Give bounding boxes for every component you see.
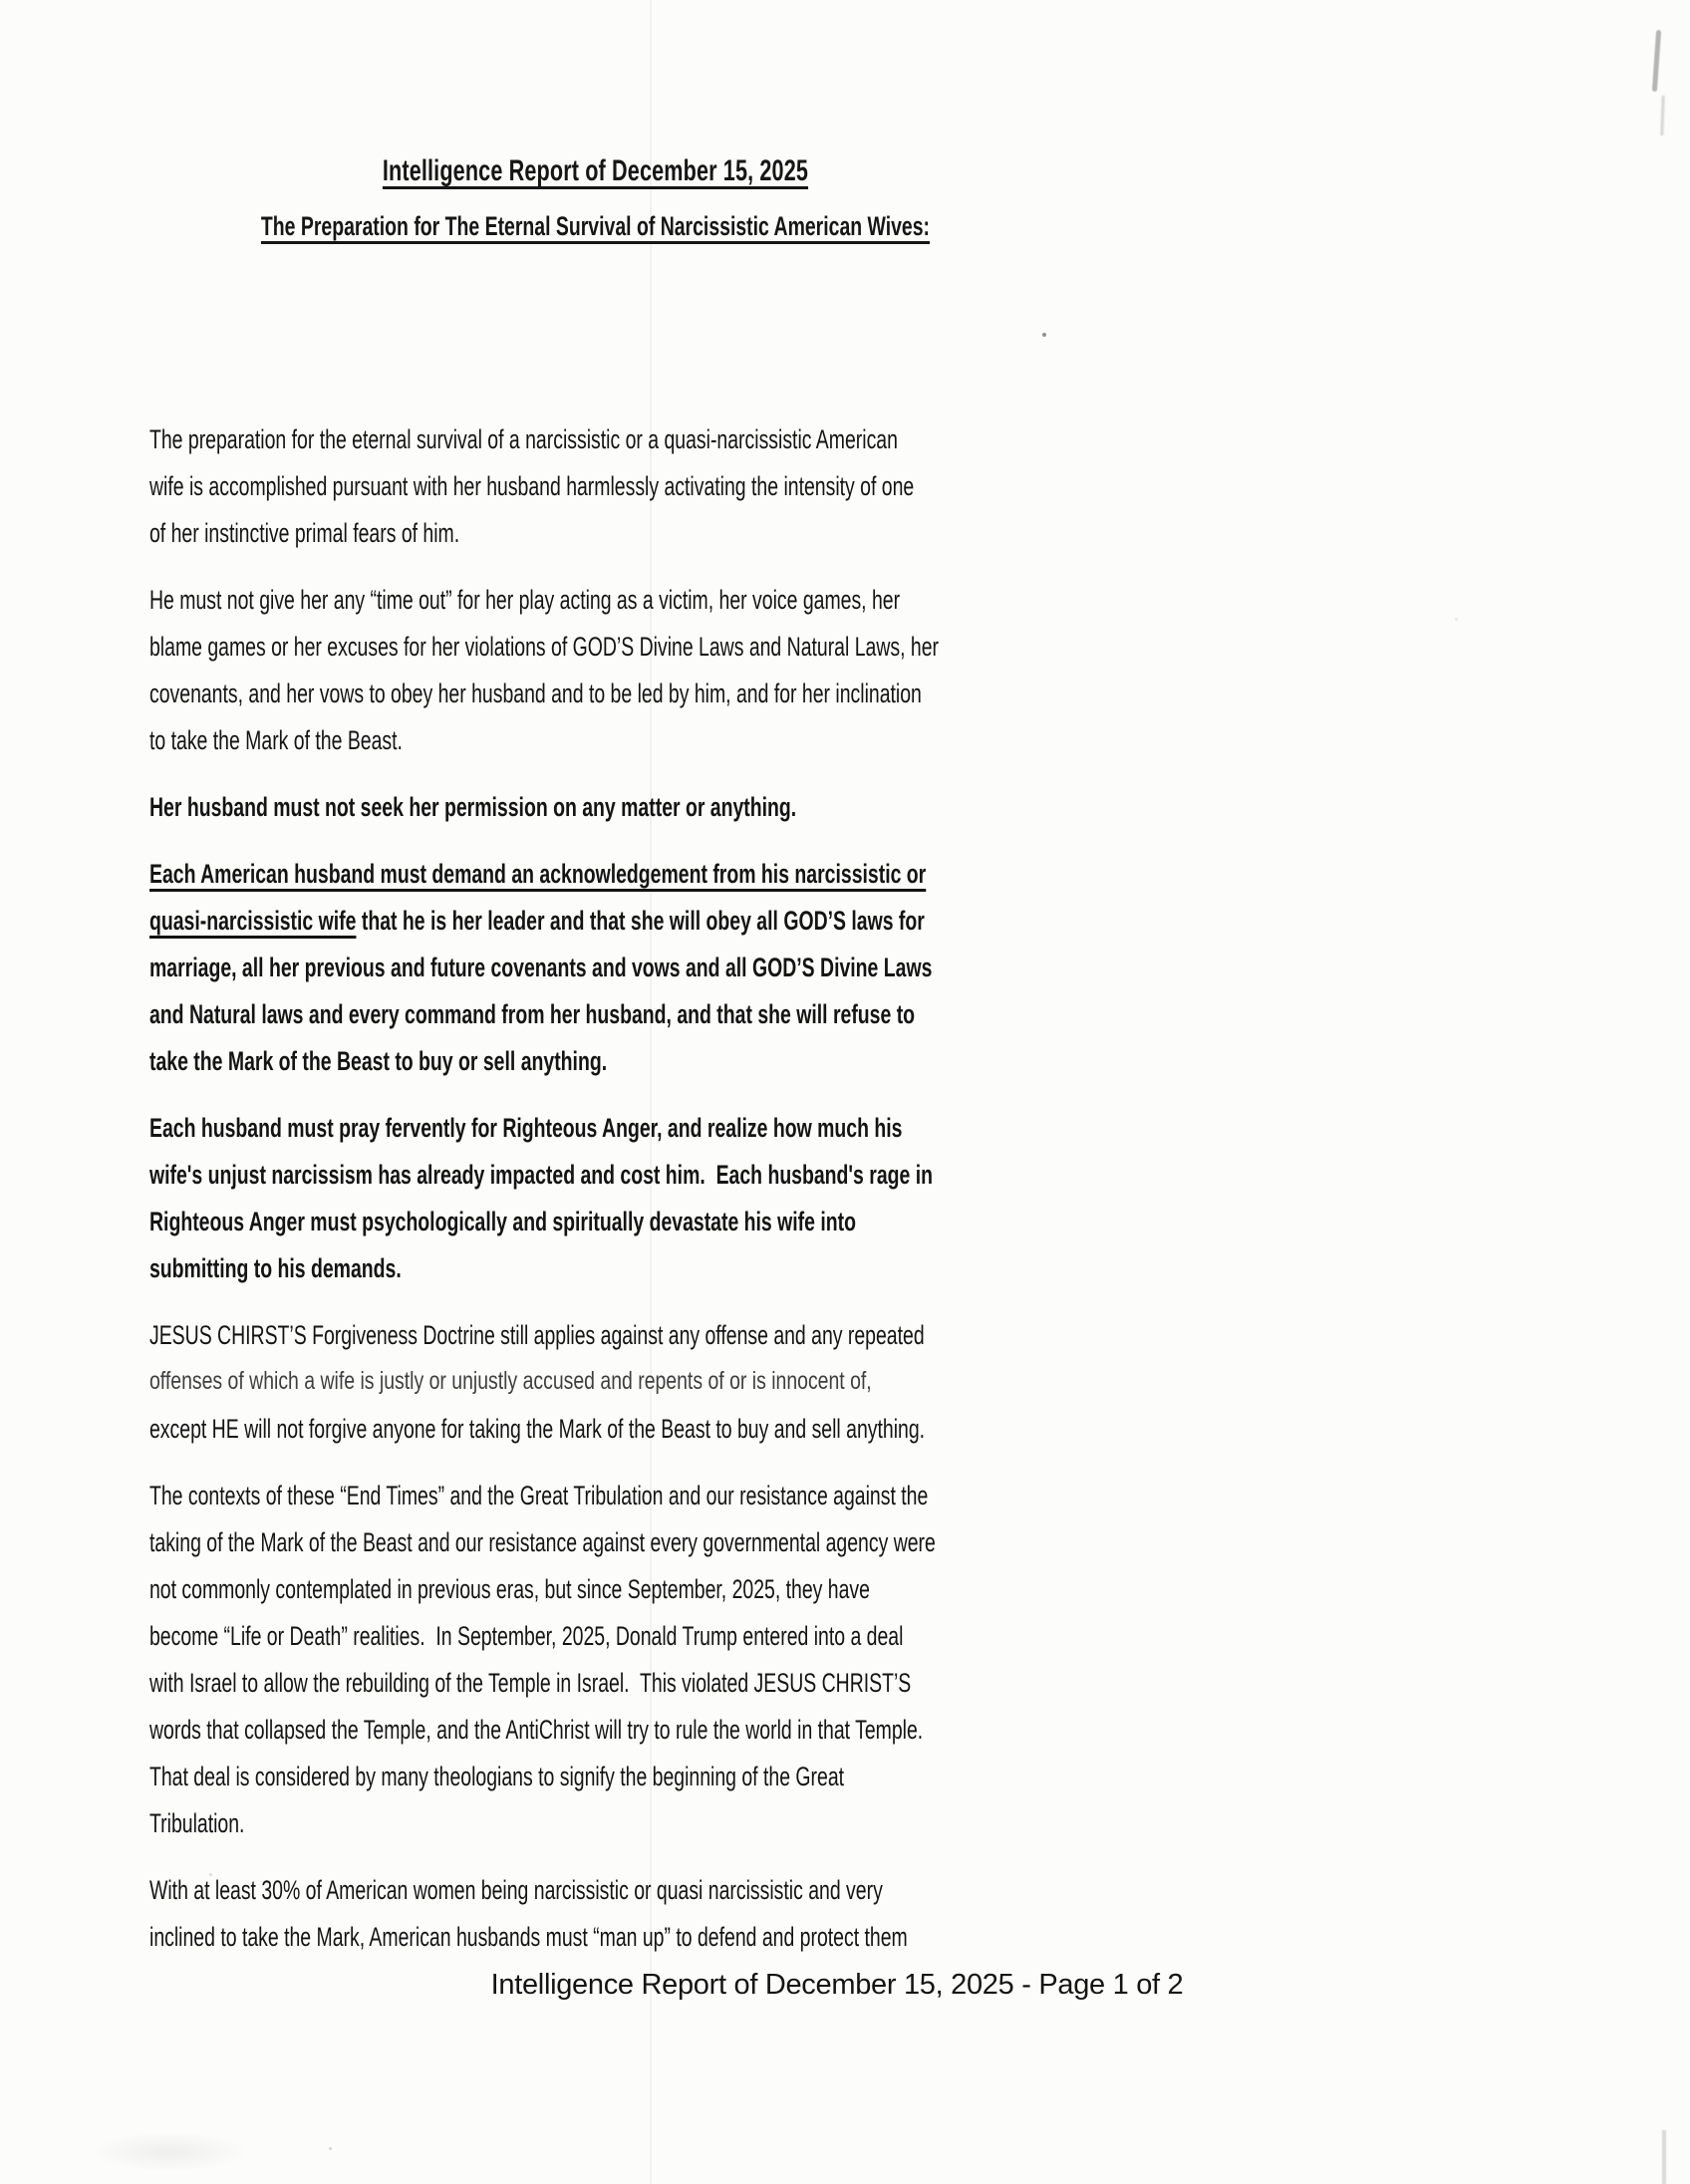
- text-segment: not commonly contemplated in previous eras, but since September, 2025, they have: [149, 1574, 870, 1604]
- text-line: [149, 1359, 1041, 1403]
- text-line: [149, 624, 1041, 671]
- scan-speckle: [1455, 618, 1458, 621]
- text-segment: JESUS CHIRST’S Forgiveness Doctrine still applies against any offense and any repeated: [149, 1320, 925, 1350]
- text-segment: and Natural laws and every command from her husband, and that she will refuse to: [149, 999, 916, 1029]
- text-line: [149, 1105, 1041, 1152]
- paragraph: [149, 784, 1041, 831]
- text-segment: He must not give her any “time out” for her play acting as a victim, her voice games, her: [149, 585, 901, 615]
- text-line: [149, 671, 1041, 717]
- text-line: [149, 1660, 1041, 1707]
- scan-edge-artifact: [1660, 96, 1664, 136]
- text-segment: to take the Mark of the Beast.: [149, 725, 403, 755]
- text-line: [149, 991, 1041, 1038]
- text-segment: With at least 30% of American women being narcissistic or quasi narcissistic and very: [149, 1875, 883, 1905]
- text-segment: words that collapsed the Temple, and the AntiChrist will try to rule the world in that Temple.: [149, 1715, 924, 1745]
- text-segment: Each husband must pray fervently for Righteous Anger, and realize how much his: [149, 1113, 903, 1143]
- text-segment: wife's unjust narcissism has already impacted and cost him. Each husband's rage in: [149, 1160, 934, 1190]
- scan-edge-artifact: [1652, 30, 1661, 92]
- text-line: [149, 1038, 1041, 1085]
- text-segment: Righteous Anger must psychologically and spiritually devastate his wife into: [149, 1207, 856, 1236]
- text-segment: Her husband must not seek her permission on any matter or anything.: [149, 792, 797, 822]
- text-segment: of her instinctive primal fears of him.: [149, 518, 460, 548]
- scan-speckle: [329, 2147, 332, 2150]
- text-line: [149, 1754, 1041, 1800]
- text-segment: become “Life or Death” realities. In September, 2025, Donald Trump entered into a deal: [149, 1621, 904, 1651]
- text-line: [149, 1199, 1041, 1245]
- text-segment: that he is her leader and that she will obey all GOD’S laws for: [356, 906, 925, 936]
- text-line: [149, 1152, 1041, 1199]
- text-line: [149, 784, 1041, 831]
- text-line: [149, 510, 1041, 557]
- text-segment: blame games or her excuses for her violations of GOD’S Divine Laws and Natural Laws, her: [149, 632, 940, 662]
- text-line: [149, 945, 1041, 991]
- text-line: [149, 1914, 1041, 1961]
- paragraph: [149, 1105, 1041, 1292]
- scan-smudge: [90, 2132, 249, 2172]
- text-segment: The preparation for the eternal survival of a narcissistic or a quasi-narcissistic American: [149, 424, 898, 454]
- text-segment: wife is accomplished pursuant with her husband harmlessly activating the intensity of one: [149, 471, 915, 501]
- underlined-text-segment: Each American husband must demand an acknowledgement from his narcissistic or: [149, 859, 927, 889]
- text-line: [149, 851, 1041, 898]
- text-line: [149, 1800, 1041, 1847]
- document-subtitle: The Preparation for The Eternal Survival of Narcissistic American Wives:: [260, 211, 931, 241]
- text-line: [149, 577, 1041, 624]
- text-segment: with Israel to allow the rebuilding of the Temple in Israel. This violated JESUS CHRIST’S: [149, 1668, 912, 1698]
- paragraph: [149, 1312, 1041, 1453]
- text-line: [149, 416, 1041, 463]
- document-column: [149, 151, 1041, 1981]
- paragraph: [149, 577, 1041, 764]
- text-line: [149, 1566, 1041, 1613]
- text-line: [149, 898, 1041, 945]
- text-line: [149, 1519, 1041, 1566]
- text-segment: Tribulation.: [149, 1808, 245, 1838]
- text-line: [149, 1245, 1041, 1292]
- text-line: [149, 1312, 1041, 1359]
- paragraph: [149, 416, 1041, 557]
- text-line: [149, 1473, 1041, 1519]
- text-line: [149, 1867, 1041, 1914]
- text-line: [149, 1613, 1041, 1660]
- scan-edge-artifact: [1662, 2130, 1666, 2184]
- text-segment: marriage, all her previous and future covenants and vows and all GOD’S Divine Laws: [149, 953, 933, 982]
- document-title: Intelligence Report of December 15, 2025: [382, 154, 809, 187]
- text-line: [149, 1406, 1041, 1453]
- text-segment: taking of the Mark of the Beast and our resistance against every governmental agency were: [149, 1527, 936, 1557]
- text-segment: That deal is considered by many theologians to signify the beginning of the Great: [149, 1762, 845, 1791]
- text-line: [149, 717, 1041, 764]
- scan-speckle: [1042, 333, 1046, 337]
- paragraph: [149, 1867, 1041, 1961]
- text-segment: offenses of which a wife is justly or unjustly accused and repents of or is innocent of,: [149, 1366, 872, 1395]
- text-segment: covenants, and her vows to obey her husband and to be led by him, and for her inclination: [149, 679, 922, 708]
- text-line: [149, 463, 1041, 510]
- text-segment: except HE will not forgive anyone for taking the Mark of the Beast to buy and sell anything.: [149, 1414, 926, 1444]
- text-segment: inclined to take the Mark, American husbands must “man up” to defend and protect them: [149, 1922, 908, 1952]
- document-body: [149, 416, 1041, 1961]
- text-segment: The contexts of these “End Times” and the Great Tribulation and our resistance against the: [149, 1481, 929, 1510]
- text-segment: take the Mark of the Beast to buy or sell anything.: [149, 1046, 608, 1076]
- underlined-text-segment: quasi-narcissistic wife: [149, 906, 357, 936]
- page-footer: Intelligence Report of December 15, 2025 - Page 1 of 2: [490, 1969, 1184, 2001]
- text-segment: submitting to his demands.: [149, 1253, 402, 1283]
- paragraph: [149, 851, 1041, 1085]
- paragraph: [149, 1473, 1041, 1847]
- text-line: [149, 1707, 1041, 1754]
